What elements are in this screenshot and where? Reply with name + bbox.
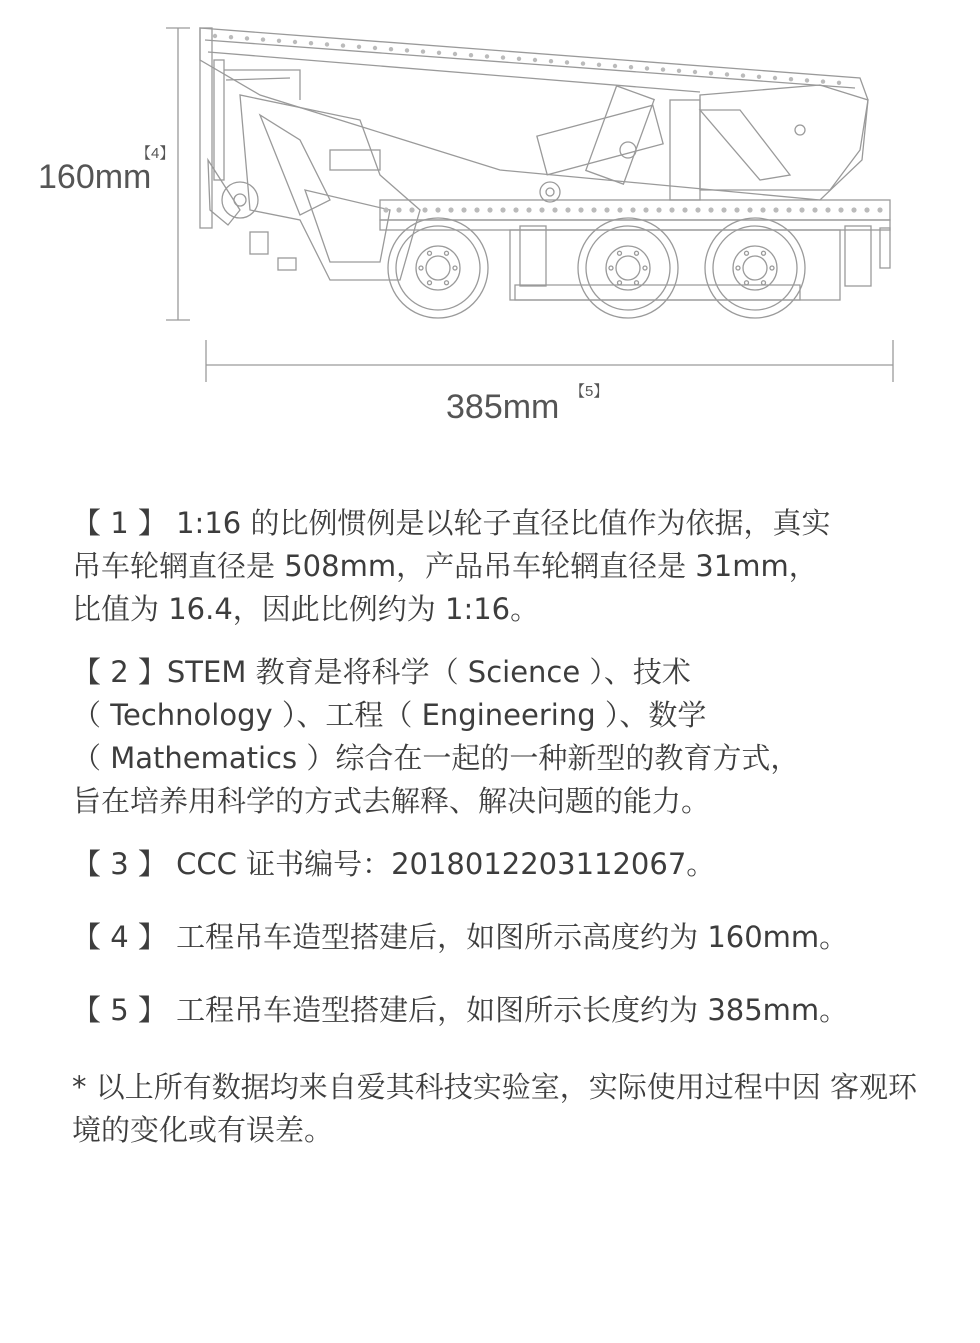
wheel (705, 218, 805, 318)
pin-hole (405, 48, 409, 52)
pin-hole (812, 207, 817, 212)
pin-hole (485, 54, 489, 58)
pin-hole (578, 207, 583, 212)
pin-hole (533, 58, 537, 62)
pin-hole (661, 67, 665, 71)
pin-hole (838, 207, 843, 212)
pin-hole (591, 207, 596, 212)
pin-hole (734, 207, 739, 212)
pin-hole (825, 207, 830, 212)
length-reference-mark: 【5】 (570, 383, 609, 400)
pin-hole (799, 207, 804, 212)
pin-hole (437, 51, 441, 55)
pin-hole (708, 207, 713, 212)
pin-hole (789, 77, 793, 81)
pin-hole (309, 41, 313, 45)
pin-hole (229, 35, 233, 39)
pin-hole (565, 207, 570, 212)
pin-hole (341, 43, 345, 47)
pin-hole (617, 207, 622, 212)
pin-hole (709, 71, 713, 75)
footnote-1: 【 1 】 1:16 的比例惯例是以轮子直径比值作为依据，真实 吊车轮辋直径是 508mm，产品吊车轮辋直径是 31mm， 比值为 16.4，因此比例约为 1:16。 (72, 506, 831, 626)
pin-hole (613, 64, 617, 68)
pin-hole (656, 207, 661, 212)
pin-hole (597, 63, 601, 67)
pin-hole (383, 207, 388, 212)
pin-hole (325, 42, 329, 46)
pin-hole (461, 207, 466, 212)
pin-hole (261, 37, 265, 41)
pin-hole (693, 70, 697, 74)
pin-hole (539, 207, 544, 212)
pin-hole (757, 75, 761, 79)
pin-hole (435, 207, 440, 212)
pin-hole (645, 66, 649, 70)
pin-hole (773, 76, 777, 80)
pin-hole (837, 81, 841, 85)
pin-hole (565, 60, 569, 64)
pin-hole (721, 207, 726, 212)
pin-hole (677, 69, 681, 73)
footnotes-section (72, 502, 932, 1181)
pin-hole (501, 55, 505, 59)
pin-hole (474, 207, 479, 212)
pin-hole (500, 207, 505, 212)
crane-truck-illustration (0, 0, 980, 440)
pin-hole (581, 61, 585, 65)
pin-hole (487, 207, 492, 212)
pin-hole (786, 207, 791, 212)
footnote-4: 【 4 】 工程吊车造型搭建后，如图所示高度约为 160mm。 (72, 920, 849, 954)
pin-hole (409, 207, 414, 212)
pin-hole (396, 207, 401, 212)
height-reference-mark: 【4】 (136, 145, 175, 162)
pin-hole (669, 207, 674, 212)
pin-hole (517, 57, 521, 61)
pin-hole (604, 207, 609, 212)
pin-hole (725, 72, 729, 76)
pin-hole (245, 36, 249, 40)
disclaimer-text: * 以上所有数据均来自爱其科技实验室，实际使用过程中因 客观环境的变化或有误差。 (72, 1070, 917, 1147)
pin-hole (453, 52, 457, 56)
pin-hole (747, 207, 752, 212)
pin-hole (422, 207, 427, 212)
pin-hole (469, 53, 473, 57)
pin-hole (526, 207, 531, 212)
pin-hole (682, 207, 687, 212)
pin-hole (549, 59, 553, 63)
footnote-5: 【 5 】 工程吊车造型搭建后，如图所示长度约为 385mm。 (72, 993, 849, 1027)
pin-hole (357, 45, 361, 49)
length-dimension-label: 385mm (446, 388, 560, 426)
pin-hole (293, 40, 297, 44)
pin-hole (421, 49, 425, 53)
pin-hole (864, 207, 869, 212)
pin-hole (513, 207, 518, 212)
pin-hole (373, 46, 377, 50)
height-dimension-label: 160mm (38, 158, 152, 196)
pin-hole (851, 207, 856, 212)
pin-hole (695, 207, 700, 212)
footnote-2: 【 2 】STEM 教育是将科学（ Science ）、技术 （ Technology ）、工程（ Engineering ）、数学 （ Mathematics ）综合在一起的一种新型的教育方式， 旨在培养用科学的方式去解释、解决问题的能力。 (72, 655, 800, 818)
pin-hole (448, 207, 453, 212)
pin-hole (773, 207, 778, 212)
pin-hole (213, 34, 217, 38)
pin-hole (389, 47, 393, 51)
pin-hole (629, 65, 633, 69)
pin-hole (630, 207, 635, 212)
wheel (578, 218, 678, 318)
pin-hole (805, 78, 809, 82)
pin-hole (760, 207, 765, 212)
pin-hole (741, 73, 745, 77)
pin-hole (821, 79, 825, 83)
pin-hole (877, 207, 882, 212)
pin-hole (552, 207, 557, 212)
pin-hole (643, 207, 648, 212)
footnote-3: 【 3 】 CCC 证书编号：2018012203112067。 (72, 847, 716, 881)
pin-hole (277, 39, 281, 43)
